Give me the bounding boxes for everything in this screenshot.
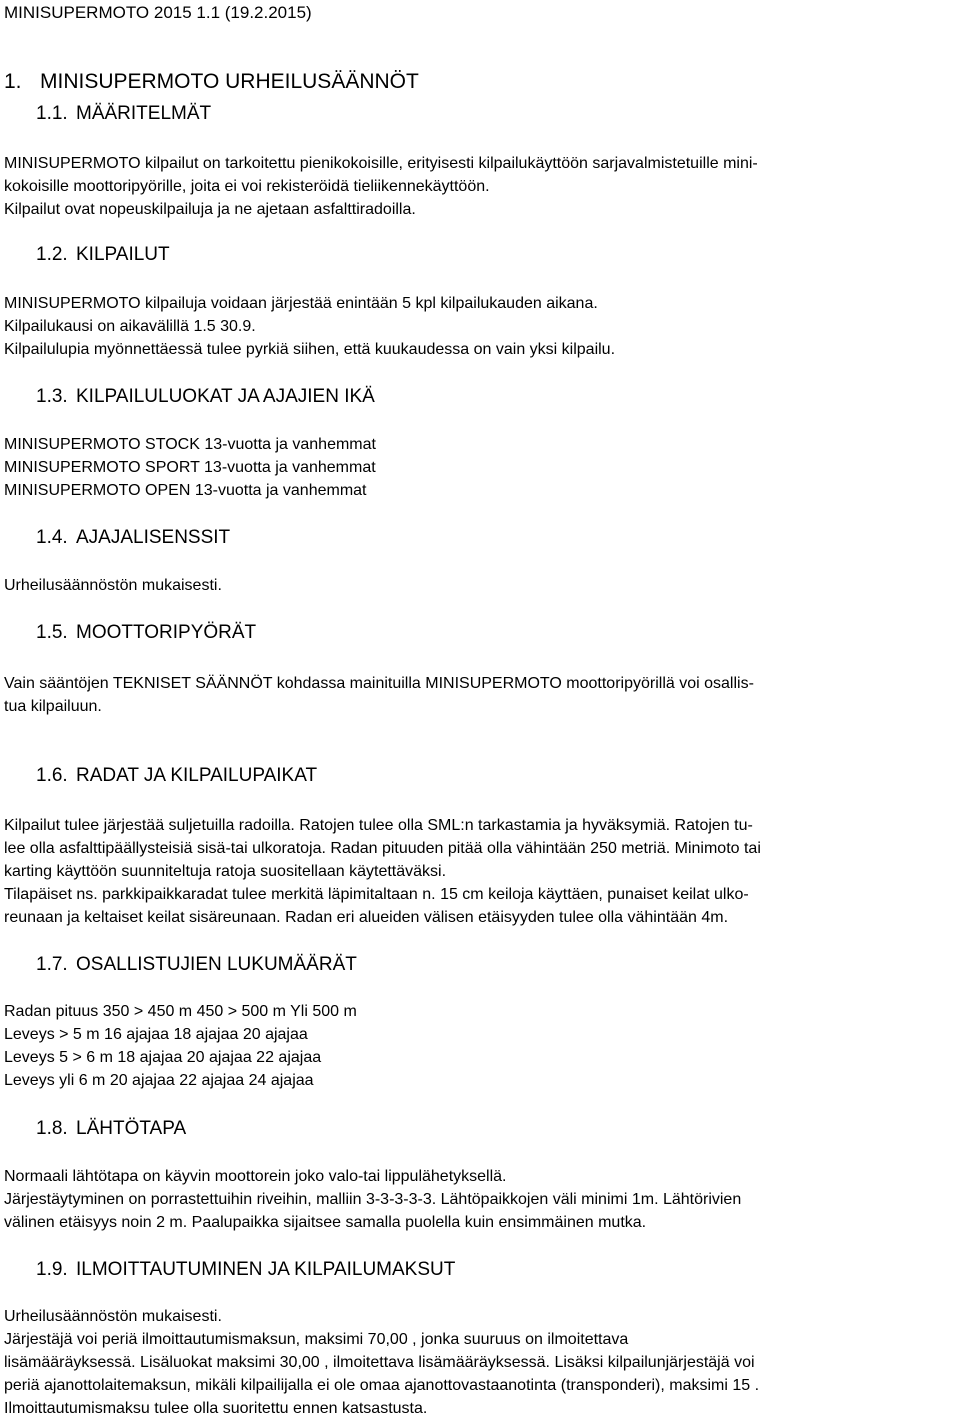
section-title: LÄHTÖTAPA (76, 1118, 187, 1139)
section-body-1-9 (4, 1305, 954, 1420)
section-body-1-1 (4, 152, 954, 221)
document-title (4, 70, 419, 94)
section-title: ILMOITTAUTUMINEN JA KILPAILUMAKSUT (76, 1259, 456, 1280)
section-number: 1.9. (36, 1259, 68, 1280)
text-line: Leveys yli 6 m 20 ajajaa 22 ajajaa 24 ajajaa (4, 1072, 314, 1089)
section-body-1-7 (4, 1000, 954, 1092)
section-body-1-4 (4, 574, 954, 597)
section-heading-1-5 (36, 622, 256, 644)
section-number: 1.7. (36, 954, 68, 975)
text-line: Radan pituus 350 > 450 m 450 > 500 m Yli 500 m (4, 1003, 357, 1020)
text-line: MINISUPERMOTO kilpailuja voidaan järjestää enintään 5 kpl kilpailukauden aikana. (4, 295, 598, 312)
text-line: Järjestäjä voi periä ilmoittautumismaksun, maksimi 70,00 , jonka suuruus on ilmoitettava (4, 1331, 629, 1348)
text-line: MINISUPERMOTO SPORT 13-vuotta ja vanhemmat (4, 459, 376, 476)
text-line: lee olla asfalttipäällysteisiä sisä-tai ulkoratoja. Radan pituuden pitää olla vähintään 250 metriä. Minimoto tai (4, 840, 761, 857)
section-number: 1.6. (36, 765, 68, 786)
section-number: 1.3. (36, 386, 68, 407)
text-line: tua kilpailuun. (4, 698, 102, 715)
section-heading-1-7 (36, 954, 357, 976)
section-body-1-2 (4, 292, 954, 361)
section-title: MÄÄRITELMÄT (76, 103, 212, 124)
section-number: 1.8. (36, 1118, 68, 1139)
section-heading-1-6 (36, 765, 317, 787)
section-heading-1-1 (36, 103, 211, 125)
text-line: lisämääräyksessä. Lisäluokat maksimi 30,00 , ilmoitettava lisämääräyksessä. Lisäksi kilpailunjärjestäjä voi (4, 1354, 755, 1371)
text-line: Urheilusäännöstön mukaisesti. (4, 577, 222, 594)
section-heading-1-2 (36, 244, 170, 266)
text-line: Kilpailut tulee järjestää suljetuilla radoilla. Ratojen tulee olla SML:n tarkastamia ja hyväksymiä. Ratojen tu- (4, 817, 753, 834)
text-line: Ilmoittautumismaksu tulee olla suoritettu ennen katsastusta. (4, 1400, 428, 1417)
section-body-1-8 (4, 1165, 954, 1234)
section-number: 1.4. (36, 527, 68, 548)
text-line: MINISUPERMOTO kilpailut on tarkoitettu pienikokoisille, erityisesti kilpailukäyttöön sarjavalmistetuille mini- (4, 155, 758, 172)
text-line: karting käyttöön suunniteltuja ratoja suositellaan käytettäväksi. (4, 863, 447, 880)
text-line: Urheilusäännöstön mukaisesti. (4, 1308, 222, 1325)
section-title: OSALLISTUJIEN LUKUMÄÄRÄT (76, 954, 357, 975)
section-title: KILPAILUT (76, 244, 170, 265)
text-line: Leveys 5 > 6 m 18 ajajaa 20 ajajaa 22 ajajaa (4, 1049, 322, 1066)
section-heading-1-4 (36, 527, 230, 549)
section-number: 1.1. (36, 103, 68, 124)
text-line: Kilpailukausi on aikavälillä 1.5 30.9. (4, 318, 256, 335)
text-line: Järjestäytyminen on porrastettuihin riveihin, malliin 3-3-3-3-3. Lähtöpaikkojen väli minimi 1m. Lähtörivien (4, 1191, 742, 1208)
section-title: MOOTTORIPYÖRÄT (76, 622, 257, 643)
text-line: Tilapäiset ns. parkkipaikkaradat tulee merkitä läpimitaltaan n. 15 cm keiloja käyttäen, punaiset keilat ulko- (4, 886, 749, 903)
section-heading-1-3 (36, 386, 375, 408)
text-line: periä ajanottolaitemaksun, mikäli kilpailijalla ei ole omaa ajanottovastaanotinta (transponderi), maksimi 15 . (4, 1377, 760, 1394)
title-text: MINISUPERMOTO URHEILUSÄÄNNÖT (40, 70, 419, 93)
text-line: Kilpailut ovat nopeuskilpailuja ja ne ajetaan asfalttiradoilla. (4, 201, 416, 218)
section-heading-1-8 (36, 1118, 186, 1140)
section-body-1-5 (4, 672, 954, 718)
section-number: 1.2. (36, 244, 68, 265)
section-title: KILPAILULUOKAT JA AJAJIEN IKÄ (76, 386, 375, 407)
section-title: AJAJALISENSSIT (76, 527, 231, 548)
section-body-1-3 (4, 433, 954, 502)
document-header: MINISUPERMOTO 2015 1.1 (19.2.2015) (4, 3, 312, 22)
text-line: Leveys > 5 m 16 ajajaa 18 ajajaa 20 ajajaa (4, 1026, 308, 1043)
text-line: Normaali lähtötapa on käyvin moottorein joko valo-tai lippulähetyksellä. (4, 1168, 507, 1185)
text-line: Vain sääntöjen TEKNISET SÄÄNNÖT kohdassa mainituilla MINISUPERMOTO moottoripyörillä voi osallis- (4, 675, 754, 692)
text-line: kokoisille moottoripyörille, joita ei voi rekisteröidä tieliikennekäyttöön. (4, 178, 490, 195)
title-number: 1. (4, 70, 22, 93)
text-line: Kilpailulupia myönnettäessä tulee pyrkiä siihen, että kuukaudessa on vain yksi kilpailu. (4, 341, 616, 358)
text-line: reunaan ja keltaiset keilat sisäreunaan. Radan eri alueiden välisen etäisyyden tulee olla vähintään 4m. (4, 909, 729, 926)
section-heading-1-9 (36, 1259, 455, 1281)
text-line: MINISUPERMOTO OPEN 13-vuotta ja vanhemmat (4, 482, 367, 499)
section-title: RADAT JA KILPAILUPAIKAT (76, 765, 318, 786)
text-line: välinen etäisyys noin 2 m. Paalupaikka sijaitsee samalla puolella kuin ensimmäinen mutka. (4, 1214, 647, 1231)
section-body-1-6 (4, 814, 954, 929)
section-number: 1.5. (36, 622, 68, 643)
text-line: MINISUPERMOTO STOCK 13-vuotta ja vanhemmat (4, 436, 376, 453)
